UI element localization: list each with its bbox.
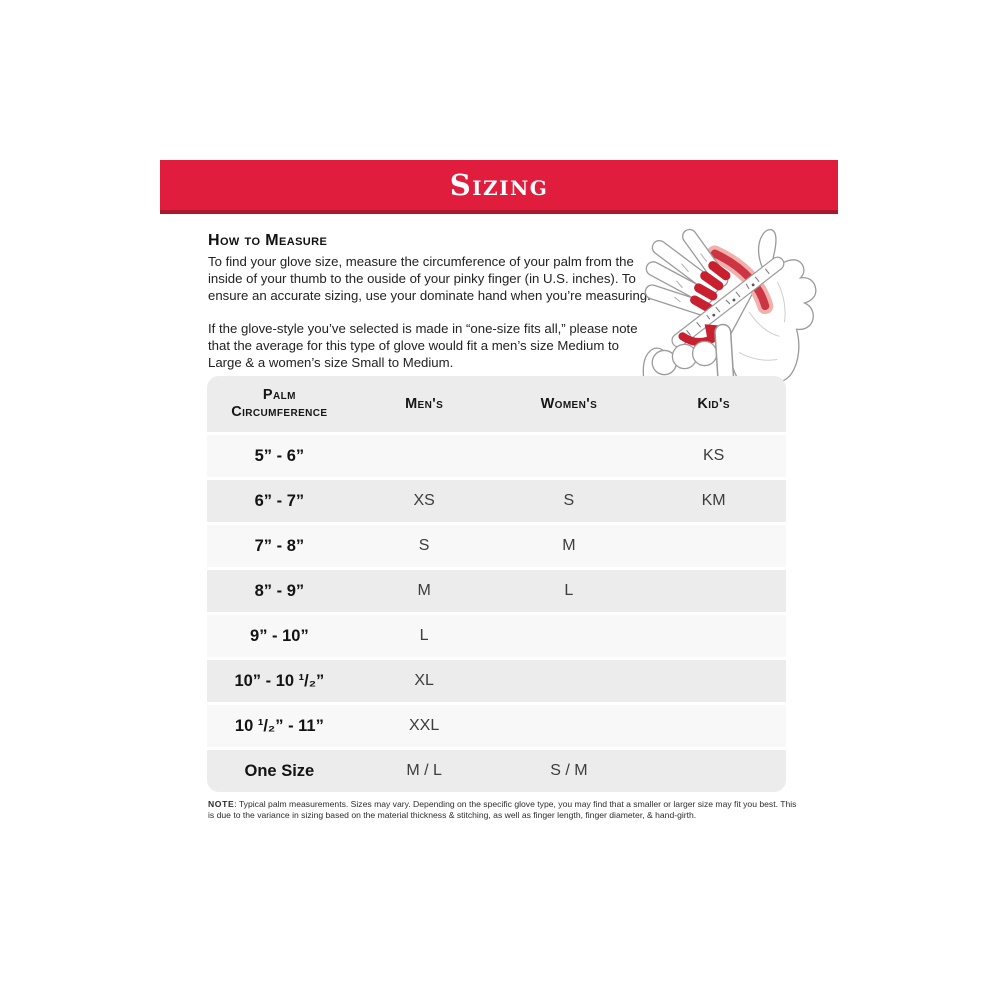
mens-size-cell: S <box>418 537 430 554</box>
womens-size-cell <box>497 435 642 477</box>
footnote-label: NOTE <box>208 799 235 809</box>
womens-size-cell: L <box>564 582 574 599</box>
palm-range-cell: 6” - 7” <box>254 491 305 510</box>
kids-size-cell <box>641 570 786 612</box>
palm-range-cell: 10 ¹/₂” - 11” <box>234 716 324 735</box>
how-to-measure-heading: How to Measure <box>208 232 328 249</box>
sizing-banner <box>160 160 838 214</box>
kids-size-cell <box>641 705 786 747</box>
table-row <box>207 567 786 612</box>
page-title: Sizing <box>449 168 549 202</box>
mens-size-cell: L <box>419 627 429 644</box>
hand-measuring-tape-illustration <box>626 219 850 383</box>
table-row <box>207 477 786 522</box>
womens-size-cell: S / M <box>550 762 588 779</box>
size-chart-table <box>207 376 786 792</box>
womens-size-cell <box>497 705 642 747</box>
kids-size-cell: KM <box>701 492 726 509</box>
size-chart-footnote <box>208 799 800 822</box>
header-mens: Men's <box>405 395 444 412</box>
palm-range-cell: 8” - 9” <box>254 581 305 600</box>
how-to-measure-section <box>208 232 655 389</box>
measure-paragraph-1: To find your glove size, measure the circumference of your palm from the inside of your thumb to the ouside of your pinky finger (in U.S. inches). To ensure an accurate sizing, use your dominate hand when you’re measuring. <box>208 254 651 303</box>
table-row <box>207 612 786 657</box>
mens-size-cell <box>352 435 497 477</box>
mens-size-cell: XXL <box>409 717 440 734</box>
kids-size-cell <box>641 660 786 702</box>
womens-size-cell: M <box>562 537 576 554</box>
header-palm-circumference: Palm Circumference <box>231 387 328 420</box>
table-row <box>207 657 786 702</box>
table-row <box>207 747 786 792</box>
palm-range-cell: 10” - 10 ¹/₂” <box>234 671 325 690</box>
palm-range-cell: 9” - 10” <box>250 626 309 645</box>
header-womens: Women's <box>540 395 598 412</box>
womens-size-cell <box>497 660 642 702</box>
table-row <box>207 522 786 567</box>
table-row <box>207 432 786 477</box>
womens-size-cell <box>497 615 642 657</box>
palm-range-cell: 7” - 8” <box>254 536 305 555</box>
palm-range-cell: One Size <box>244 761 315 780</box>
hand-illustration-svg <box>626 219 850 383</box>
palm-range-cell: 5” - 6” <box>254 446 305 465</box>
mens-size-cell: XS <box>413 492 435 509</box>
table-row <box>207 702 786 747</box>
kids-size-cell <box>641 750 786 792</box>
header-kids: Kid's <box>697 395 730 412</box>
footnote-text: : Typical palm measurements. Sizes may vary. Depending on the specific glove type, you may find that a smaller or larger size may fit you best. This is due to the variance in sizing based on the material thickness & stitching, as well as finger length, finger diameter, & hand-girth. <box>208 799 797 821</box>
womens-size-cell: S <box>563 492 575 509</box>
table-header-row <box>207 376 786 432</box>
mens-size-cell: M <box>417 582 431 599</box>
mens-size-cell: M / L <box>406 762 442 779</box>
kids-size-cell <box>641 525 786 567</box>
mens-size-cell: XL <box>414 672 434 689</box>
kids-size-cell: KS <box>702 447 725 464</box>
kids-size-cell <box>641 615 786 657</box>
measure-paragraph-2: If the glove-style you’ve selected is made in “one-size fits all,” please note that the average for this type of glove would fit a men’s size Medium to Large & a women’s size Small to Medium. <box>208 321 638 370</box>
